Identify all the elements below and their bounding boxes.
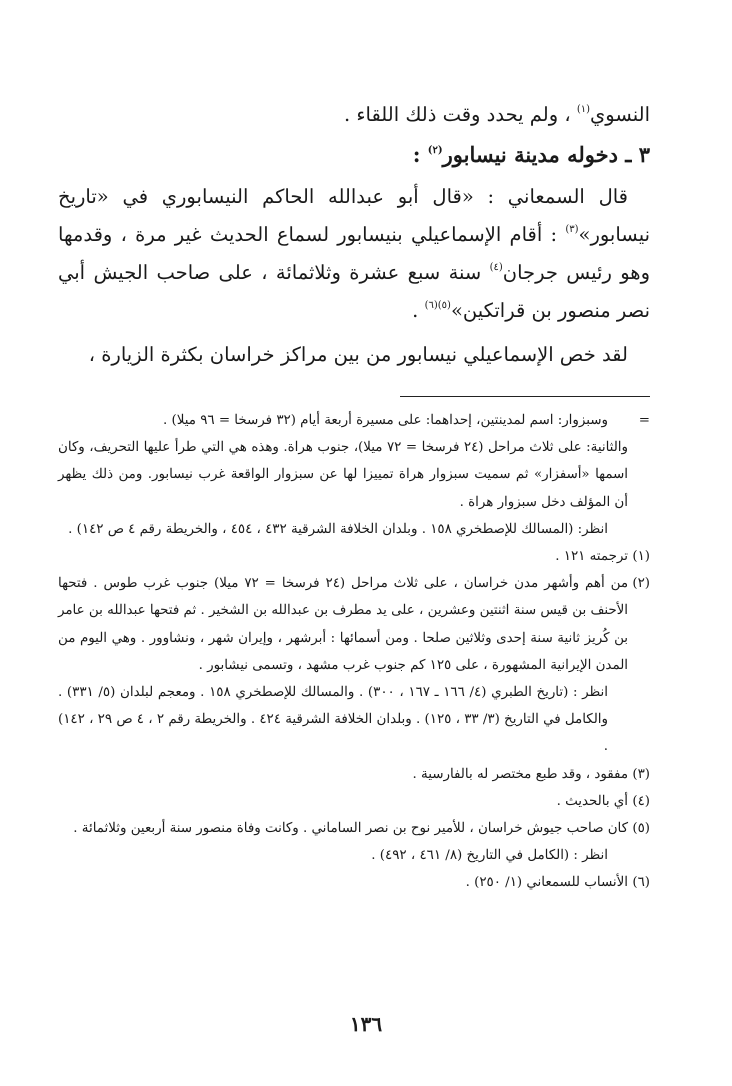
footnote-5	[58, 815, 650, 869]
footnote-number: (٢)	[632, 576, 650, 592]
footnote-number: (٤)	[632, 793, 650, 809]
footnote-continuation	[58, 407, 650, 543]
text-span: ، ولم يحدد وقت ذلك اللقاء .	[343, 103, 571, 126]
footnote-line: والثانية: على ثلاث مراحل (٢٤ فرسخا = ٧٢ ميلا)، جنوب هراة. وهذه هي التي طرأ عليها التحريف، وكان اسمها «أسفزار» ثم سميت سبزوار هراة تمييزا لها عن سبزوار الواقعة غرب نيسابور. ومن ذلك يظهر أن المؤلف دخل سبزوار هراة .	[58, 440, 628, 510]
continuation-mark: =	[638, 413, 650, 428]
quote-paragraph	[58, 178, 650, 330]
footnote-ref-2: (٢)	[427, 145, 443, 156]
footnote-number: (٥)	[632, 821, 650, 837]
footnote-line: وسبزوار: اسم لمدينتين، إحداهما: على مسيرة أربعة أيام (٣٢ فرسخا = ٩٦ ميلا) .	[162, 413, 608, 428]
page-number: ١٣٦	[349, 1012, 383, 1036]
main-paragraph-2: لقد خص الإسماعيلي نيسابور من بين مراكز خراسان بكثرة الزيارة ،	[88, 343, 628, 366]
text-span: قال السمعاني : «قال أبو عبدالله الحاكم النيسابوري في «تاريخ نيسابور»	[58, 185, 651, 246]
text-span: النسوي	[590, 103, 650, 126]
footnote-text: أي بالحديث .	[556, 793, 628, 809]
footnote-ref-1: (١)	[576, 104, 591, 115]
footnote-ref-3: (٣)	[565, 224, 579, 235]
text-span: سنة سبع عشرة وثلاثمائة ، على صاحب الجيش أبي نصر منصور بن قراتكين»	[58, 261, 650, 322]
footnotes	[58, 407, 650, 897]
footnote-number: (٣)	[632, 766, 650, 782]
footnote-ref-5-6: (٥)(٦)	[424, 300, 451, 311]
footnote-text: ترجمته ١٢١ .	[555, 549, 628, 565]
footnote-text: الأنساب للسمعاني (١/ ٢٥٠) .	[465, 875, 628, 891]
heading-text: ٣ ـ دخوله مدينة نيسابور	[442, 142, 650, 167]
footnote-text: من أهم وأشهر مدن خراسان ، على ثلاث مراحل (٢٤ فرسخا = ٧٢ ميلا) جنوب غرب طوس . فتحها الأحنف بن قيس سنة اثنتين وعشرين ، على يد مطرف بن عبدالله بن الشخير . ثم فتحها عبدالله بن عامر بن كُريز ثانية سنة إحدى وثلاثين صلحا . ومن أسمائها : أبرشهر ، وإيران شهر ، ونشاوور . وهي اليوم من المدن الإيرانية المشهورة ، على ١٢٥ كم جنوب غرب مشهد ، وتسمى نيشابور .	[58, 576, 628, 673]
footnote-number: (٦)	[632, 875, 650, 891]
footnote-reference: انظر : (الكامل في التاريخ (٨/ ٤٦١ ، ٤٩٢) .	[371, 848, 608, 864]
footnote-ref-4: (٤)	[489, 262, 503, 273]
footnote-text: كان صاحب جيوش خراسان ، للأمير نوح بن نصر الساماني . وكانت وفاة منصور سنة أربعين وثلاثمائة .	[73, 821, 628, 837]
footnote-text: مفقود ، وقد طبع مختصر له بالفارسية .	[412, 766, 628, 782]
footnote-6	[58, 869, 650, 896]
text-span: .	[412, 299, 425, 322]
footnote-divider	[400, 396, 650, 397]
text-span: : أقام الإسماعيلي بنيسابور لسماع الحديث غير مرة ، وقدمها وهو رئيس جرجان	[58, 223, 650, 284]
heading-colon: :	[412, 142, 428, 167]
main-text	[58, 96, 650, 374]
footnote-4	[58, 788, 650, 815]
footnote-3	[58, 761, 650, 788]
footnote-reference: انظر : (تاريخ الطبري (٤/ ١٦٦ ـ ١٦٧ ، ٣٠٠) . والمسالك للإصطخري ١٥٨ . ومعجم لبلدان (٥/ ٣٣١) . والكامل في التاريخ (٣/ ٣٣ ، ١٢٥) . وبلدان الخلافة الشرقية ٤٢٤ . والخريطة رقم ٢ ، ٤ ص ٢٩ ، ١٤٢) .	[58, 685, 608, 755]
footnote-2	[58, 570, 650, 760]
section-heading	[58, 136, 650, 174]
main-paragraph-1	[58, 96, 650, 134]
page-body	[58, 96, 650, 897]
footnote-1	[58, 543, 650, 570]
footnote-number: (١)	[632, 549, 650, 565]
footnote-line: انظر: (المسالك للإصطخري ١٥٨ . وبلدان الخلافة الشرقية ٤٣٢ ، ٤٥٤ ، والخريطة رقم ٤ ص ١٤٢) .	[68, 521, 608, 537]
